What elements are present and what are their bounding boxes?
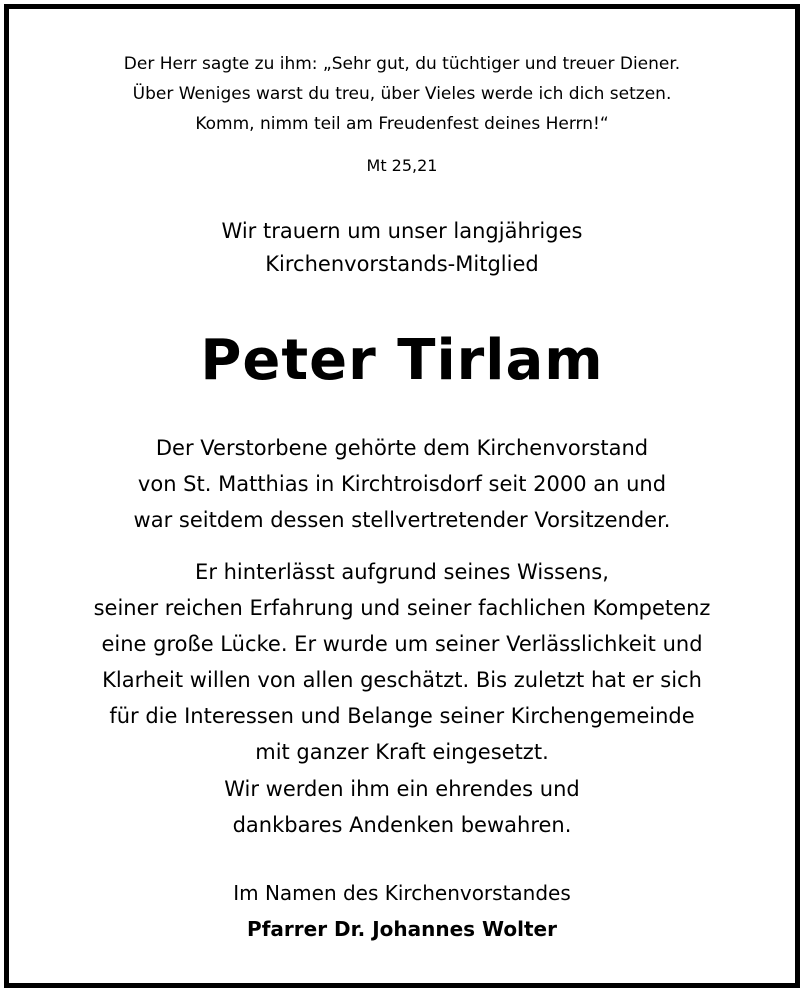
paragraph-tribute — [9, 554, 795, 770]
paragraph-line: eine große Lücke. Er wurde um seiner Verlässlichkeit und — [101, 632, 703, 656]
paragraph-line: mit ganzer Kraft eingesetzt. — [255, 740, 549, 764]
quote-line: Komm, nimm teil am Freudenfest deines Herrn!“ — [195, 114, 609, 134]
paragraph-line: Er hinterlässt aufgrund seines Wissens, — [195, 560, 609, 584]
paragraph-line: seiner reichen Erfahrung und seiner fachlichen Kompetenz — [93, 596, 711, 620]
paragraph-line: war seitdem dessen stellvertretender Vorsitzender. — [133, 508, 671, 532]
paragraph-line: für die Interessen und Belange seiner Kirchengemeinde — [109, 704, 695, 728]
announcement — [9, 215, 795, 281]
announcement-line: Wir trauern um unser langjähriges — [221, 219, 583, 243]
paragraph-remembrance — [9, 771, 795, 843]
quote-line: Der Herr sagte zu ihm: „Sehr gut, du tüchtiger und treuer Diener. — [123, 54, 681, 74]
paragraph-line: Der Verstorbene gehörte dem Kirchenvorstand — [155, 436, 649, 460]
announcement-line: Kirchenvorstands-Mitglied — [265, 252, 539, 276]
paragraph-line: von St. Matthias in Kirchtroisdorf seit 2000 an und — [137, 472, 667, 496]
bible-quote — [9, 49, 795, 139]
quote-line: Über Weniges warst du treu, über Vieles werde ich dich setzen. — [132, 84, 672, 104]
signer-name: Pfarrer Dr. Johannes Wolter — [247, 917, 557, 941]
deceased-name: Peter Tirlam — [200, 328, 604, 393]
obituary-notice — [4, 4, 800, 988]
paragraph-line: Wir werden ihm ein ehrendes und — [224, 777, 580, 801]
paragraph-membership — [9, 430, 795, 538]
bible-reference: Mt 25,21 — [366, 156, 438, 175]
paragraph-line: Klarheit willen von allen geschätzt. Bis zuletzt hat er sich — [102, 668, 702, 692]
paragraph-line: dankbares Andenken bewahren. — [232, 813, 572, 837]
signature-on-behalf: Im Namen des Kirchenvorstandes — [233, 881, 571, 905]
signature-block — [9, 875, 795, 947]
